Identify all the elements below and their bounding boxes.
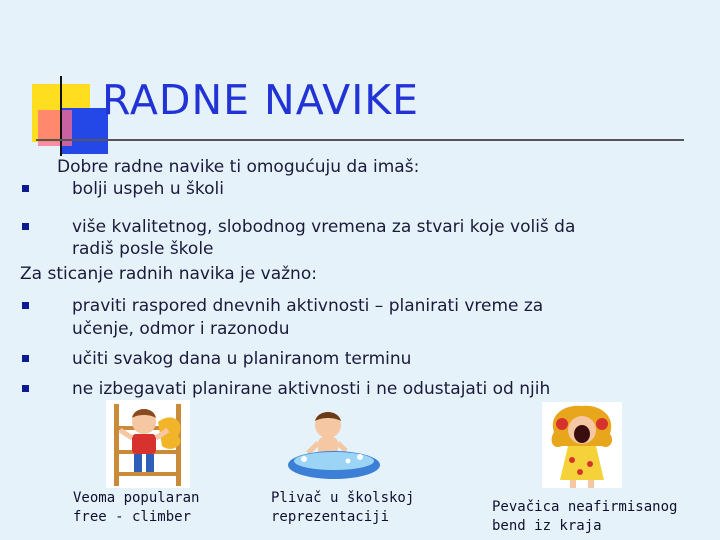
swimmer-clipart bbox=[284, 405, 384, 485]
bullet-marker bbox=[22, 223, 29, 230]
caption-line: bend iz kraja bbox=[492, 518, 602, 534]
bullet-marker bbox=[22, 385, 29, 392]
bullet-item-continued: radiš posle škole bbox=[72, 239, 214, 259]
subheading: Za sticanje radnih navika je važno: bbox=[20, 264, 317, 284]
slide-title: RADNE NAVIKE bbox=[102, 76, 420, 124]
caption-swimmer bbox=[271, 489, 414, 527]
title-underline bbox=[36, 139, 684, 141]
caption-line: reprezentaciji bbox=[271, 509, 390, 525]
singer-clipart bbox=[542, 402, 622, 488]
bullet-marker bbox=[22, 302, 29, 309]
bullet-item-continued: učenje, odmor i razonodu bbox=[72, 319, 290, 339]
bullet-item: više kvalitetnog, slobodnog vremena za stvari koje voliš da bbox=[72, 217, 576, 237]
bullet-marker bbox=[22, 185, 29, 192]
climber-clipart bbox=[106, 400, 190, 488]
caption-line: Veoma popularan bbox=[73, 490, 200, 506]
decor-vertical-line bbox=[60, 76, 62, 156]
caption-climber bbox=[73, 489, 199, 527]
caption-singer bbox=[492, 498, 677, 536]
intro-text: Dobre radne navike ti omogućuju da imaš: bbox=[57, 157, 420, 177]
caption-line: free - climber bbox=[73, 509, 192, 525]
bullet-item: praviti raspored dnevnih aktivnosti – planirati vreme za bbox=[72, 296, 544, 316]
caption-line: Pevačica neafirmisanog bbox=[492, 499, 678, 515]
bullet-item: ne izbegavati planirane aktivnosti i ne odustajati od njih bbox=[72, 379, 551, 399]
bullet-marker bbox=[22, 355, 29, 362]
bullet-item: bolji uspeh u školi bbox=[72, 179, 224, 199]
caption-line: Plivač u školskoj bbox=[271, 490, 415, 506]
bullet-item: učiti svakog dana u planiranom terminu bbox=[72, 349, 412, 369]
